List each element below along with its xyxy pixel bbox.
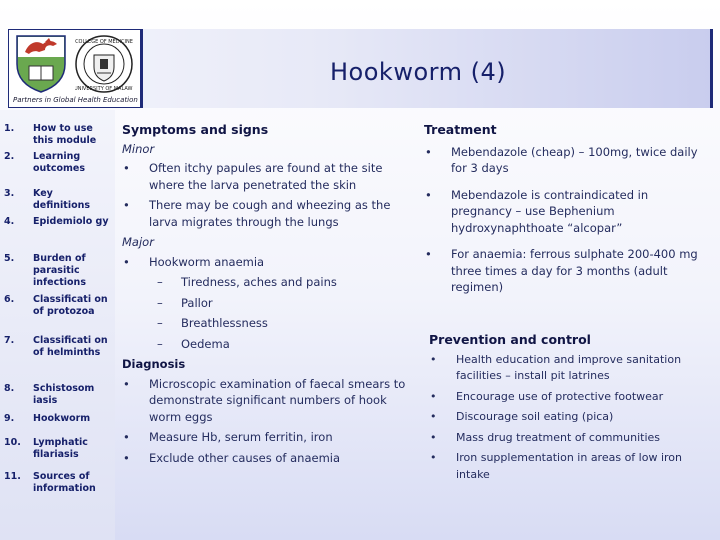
page-title: Hookworm (4)	[330, 58, 507, 86]
prevention-item: • Discourage soil eating (pica)	[429, 409, 711, 426]
nav-item-label: Key definitions	[33, 188, 91, 211]
prevention-item: • Encourage use of protective footwear	[429, 389, 711, 406]
nav-item-number: 7.	[4, 335, 15, 346]
diagnosis-item: • Exclude other causes of anaemia	[122, 450, 407, 467]
major-subitem: – Oedema	[122, 336, 407, 353]
nav-item-label: How to use this module	[33, 123, 97, 146]
dragon-shield-logo	[15, 34, 67, 98]
major-subitem: – Breathlessness	[122, 315, 407, 332]
symptoms-column	[122, 122, 407, 470]
prevention-item: • Mass drug treatment of communities	[429, 430, 711, 447]
college-seal-logo	[75, 33, 133, 99]
nav-item-label: Classificati on of helminths	[33, 335, 108, 358]
nav-item-number: 9.	[4, 413, 15, 424]
nav-item-number: 10.	[4, 437, 21, 448]
treatment-item: • Mebendazole is contraindicated in pregnancy – use Bephenium hydroxynaphthoate “alcopar”	[424, 187, 706, 237]
logo-panel	[8, 29, 141, 108]
logo-divider	[141, 29, 143, 108]
treatment-column	[424, 122, 706, 300]
nav-item-label: Epidemiolo gy	[33, 216, 109, 227]
diagnosis-item: • Measure Hb, serum ferritin, iron	[122, 429, 407, 446]
svg-text:UNIVERSITY OF MALAWI: UNIVERSITY OF MALAWI	[75, 86, 133, 92]
module-nav	[0, 110, 115, 540]
nav-item-number: 11.	[4, 471, 21, 482]
svg-text:COLLEGE OF MEDICINE: COLLEGE OF MEDICINE	[75, 39, 133, 45]
prevention-list	[429, 352, 711, 484]
nav-item-label: Sources of information	[33, 471, 96, 494]
college-seal-icon	[75, 33, 133, 95]
treatment-item: • Mebendazole (cheap) – 100mg, twice daily for 3 days	[424, 144, 706, 177]
prevention-item: • Health education and improve sanitation facilities – install pit latrines	[429, 352, 711, 385]
nav-item-label: Burden of parasitic infections	[33, 253, 86, 288]
prevention-item: • Iron supplementation in areas of low iron intake	[429, 450, 711, 483]
prevention-heading: Prevention and control	[429, 332, 591, 347]
nav-item-label: Classificati on of protozoa	[33, 294, 108, 317]
nav-item-label: Lymphatic filariasis	[33, 437, 88, 460]
diagnosis-list	[122, 376, 407, 467]
major-subitem: – Pallor	[122, 295, 407, 312]
nav-item-number: 4.	[4, 216, 15, 227]
dragon-shield-icon	[15, 34, 67, 94]
major-subitem: – Tiredness, aches and pains	[122, 274, 407, 291]
nav-item-label: Schistosom iasis	[33, 383, 95, 406]
nav-item-number: 2.	[4, 151, 15, 162]
nav-item-label: Learning outcomes	[33, 151, 85, 174]
major-list	[122, 254, 407, 271]
major-item: • Hookworm anaemia	[122, 254, 407, 271]
treatment-list	[424, 144, 706, 296]
diagnosis-heading: Diagnosis	[122, 357, 186, 371]
prevention-column	[429, 332, 711, 487]
nav-item-number: 5.	[4, 253, 15, 264]
symptoms-heading: Symptoms and signs	[122, 122, 269, 137]
treatment-heading: Treatment	[424, 122, 497, 137]
nav-item-number: 8.	[4, 383, 15, 394]
major-sublist	[122, 274, 407, 352]
major-label: Major	[122, 235, 154, 249]
diagnosis-item: • Microscopic examination of faecal smears to demonstrate significant numbers of hook worm eggs	[122, 376, 407, 426]
nav-item-number: 1.	[4, 123, 15, 134]
minor-label: Minor	[122, 141, 155, 156]
partners-caption: Partners in Global Health Education	[13, 96, 138, 104]
nav-item-label: Hookworm	[33, 413, 91, 424]
minor-list	[122, 160, 407, 230]
minor-item: • Often itchy papules are found at the site where the larva penetrated the skin	[122, 160, 407, 193]
nav-item-number: 3.	[4, 188, 15, 199]
minor-item: • There may be cough and wheezing as the larva migrates through the lungs	[122, 197, 407, 230]
nav-item-number: 6.	[4, 294, 15, 305]
treatment-item: • For anaemia: ferrous sulphate 200-400 mg three times a day for 3 months (adult regimen)	[424, 246, 706, 296]
